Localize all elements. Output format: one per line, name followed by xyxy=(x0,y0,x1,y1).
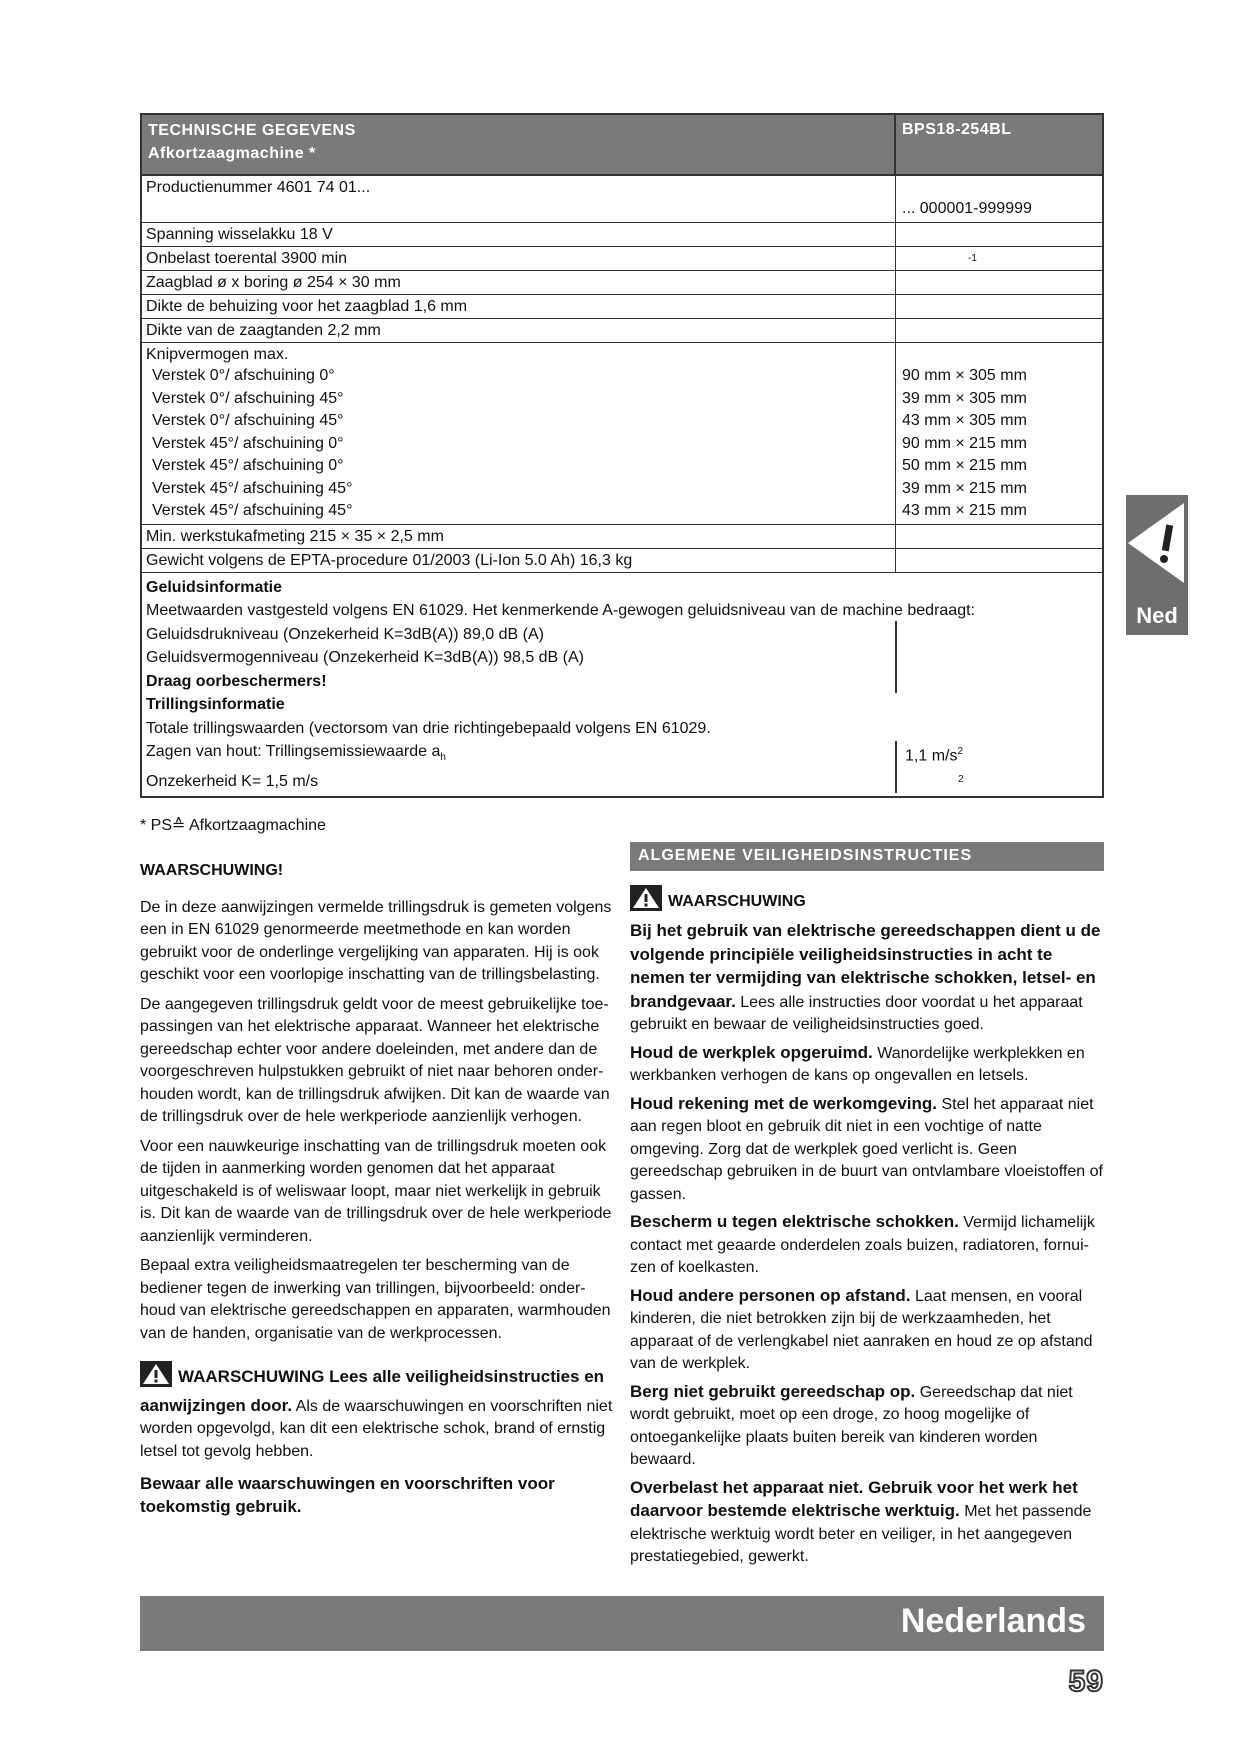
vibration-wood: Zagen van hout: Trillingsemissiewaarde a xyxy=(146,743,441,760)
safety-intro: Bij het gebruik van elektrische gereedschappen dient u de volgende principiële veiligheidsinstructies in acht te nemen ter vermijding van elektrische schokken, letsel- en brandgevaar. Lees alle instructies door voordat u het apparaat gebruikt en bewaar de veiligheidsinstructies goed. xyxy=(630,921,1101,1033)
spec-row-voltage xyxy=(142,223,1102,247)
spec-label: Min. werkstukafmeting 215 × 35 × 2,5 mm xyxy=(142,525,896,548)
cut-label: Verstek 0°/ afschuining 45° xyxy=(152,389,344,407)
read-instructions-paragraph: WAARSCHUWING Lees alle veiligheidsinstructies en aanwijzingen door. Als de waarschuwingen en voorschriften niet worden opgevolgd, kan dit een elektrische schok, brand of ernstig letsel tot gevolg hebben. xyxy=(140,1361,620,1463)
safety-item: Houd de werkplek opgeruimd. Wanordelijke werkplekken en werkbanken verhogen de kans op ongevallen en letsels. xyxy=(630,1042,1085,1084)
cut-label: Verstek 45°/ afschuining 45° xyxy=(152,502,353,519)
spec-label: Dikte van de zaagtanden 2,2 mm xyxy=(142,319,896,342)
footer-bar xyxy=(140,1596,1104,1651)
spec-row-body xyxy=(142,295,1102,319)
spec-row-weight xyxy=(142,549,1102,573)
left-column xyxy=(140,860,620,1525)
spec-subtitle: Afkortzaagmachine * xyxy=(148,145,316,162)
cut-label: Verstek 45°/ afschuining 45° xyxy=(152,479,353,497)
footnote: * PS≙ Afkortzaagmachine xyxy=(140,817,326,834)
spec-label: Spanning wisselakku 18 V xyxy=(142,223,896,246)
cut-value: 90 mm × 305 mm xyxy=(902,367,1027,384)
noise-title: Geluidsinformatie xyxy=(146,578,283,596)
spec-row-cutting xyxy=(142,343,1102,525)
noise-power: Geluidsvermogenniveau (Onzekerheid K=3dB(A)) 98,5 dB (A) xyxy=(146,649,584,666)
ear-protection: Draag oorbeschermers! xyxy=(146,672,327,690)
spec-row-product xyxy=(142,176,1102,223)
spec-table xyxy=(140,113,1104,798)
footer-language: Nederlands xyxy=(900,1602,1086,1640)
spec-row-min-work xyxy=(142,525,1102,549)
spec-row-blade xyxy=(142,271,1102,295)
noise-intro: Meetwaarden vastgesteld volgens EN 61029. Het kenmerkende A-gewogen geluidsniveau van de machine bedraagt: xyxy=(146,602,975,619)
keep-instructions: Bewaar alle waarschuwingen en voorschriften voor toekomstig gebruik. xyxy=(140,1474,555,1516)
vibration-value: 1,1 $m/s^2$ xyxy=(905,746,964,765)
warning-triangle-icon xyxy=(140,1361,172,1395)
cut-value: 90 mm × 215 mm xyxy=(902,434,1027,452)
cut-label: Verstek 45°/ afschuining 0° xyxy=(152,434,344,452)
vibration-intro: Totale trillingswaarden (vectorsom van drie richtingebepaald volgens EN 61029. xyxy=(146,719,711,737)
cut-label: Verstek 45°/ afschuining 0° xyxy=(152,457,344,474)
spec-row-teeth xyxy=(142,319,1102,343)
safety-item: Houd andere personen op afstand. Laat mensen, en vooral kinderen, die niet betrokken zijn bij de werkzaamheden, het apparaat of de verlengkabel niet aanraken en houd ze op afstand van de werkplek. xyxy=(630,1285,1093,1372)
cut-value: 39 mm × 215 mm xyxy=(902,479,1027,497)
vibration-paragraph-3: Voor een nauwkeurige inschatting van de trillingsdruk moeten ook de tijden in aanmerking worden genomen dat het apparaat uitgeschakeld is of weliswaar loopt, maar niet werkelijk in gebruik is. Dit kan de waarde van de trillingsdruk over de hele werkperiode aanzienlijk verminderen. xyxy=(140,1137,612,1245)
safety-item: Berg niet gebruikt gereedschap op. Gereedschap dat niet wordt gebruikt, moet op een droge, zo hoog mogelijke of ontoegankelijke plaats buiten bereik van kinderen worden bewaard. xyxy=(630,1381,1073,1468)
spec-label: Dikte de behuizing voor het zaagblad 1,6 mm xyxy=(142,295,896,318)
right-column xyxy=(630,842,1104,1574)
spec-label: Productienummer 4601 74 01... xyxy=(142,176,896,222)
model-number: BPS18-254BL xyxy=(902,121,1012,138)
cut-value: 50 mm × 215 mm xyxy=(902,457,1027,474)
language-tab-label: Ned xyxy=(1136,603,1178,628)
warning-triangle-icon xyxy=(630,885,662,919)
warning-label: WAARSCHUWING xyxy=(630,885,1104,919)
cut-value: 43 mm × 215 mm xyxy=(902,502,1027,519)
cut-value: 39 mm × 305 mm xyxy=(902,389,1027,407)
page-number: 59 xyxy=(1068,1665,1104,1698)
noise-pressure: Geluidsdrukniveau (Onzekerheid K=3dB(A)) 89,0 dB (A) xyxy=(146,625,544,643)
cut-value: 43 mm × 305 mm xyxy=(902,412,1027,429)
cut-label: Verstek 0°/ afschuining 0° xyxy=(152,367,335,384)
vibration-paragraph-4: Bepaal extra veiligheidsmaatregelen ter bescherming van de bediener tegen de inwerking van trillingen, bijvoorbeeld: onder-houd van elektrische gereedschappen en apparaten, warmhouden van de handen, organisatie van de werkprocessen. xyxy=(140,1257,611,1342)
safety-item: Bescherm u tegen elektrische schokken. Vermijd lichamelijk contact met geaarde onderdelen zoals buizen, radiatoren, fornui-zen of koelkasten. xyxy=(630,1212,1095,1276)
vibration-unc-sup: 2 xyxy=(958,773,964,785)
vibration-title: Trillingsinformatie xyxy=(146,696,285,713)
noise-vibration-block xyxy=(142,573,1102,797)
warning-page-icon xyxy=(1128,503,1186,583)
spec-row-speed xyxy=(142,247,1102,271)
vibration-paragraph-1: De in deze aanwijzingen vermelde trillingsdruk is gemeten volgens een in EN 61029 genormeerde meetmethode en kan worden gebruikt voor de onderlinge vergelijking van apparaten. Hij is ook geschikt voor een voorlopige inschatting van de trillingsbelasting. xyxy=(140,898,612,983)
language-side-tab xyxy=(1126,495,1188,635)
section-heading: ALGEMENE VEILIGHEIDSINSTRUCTIES xyxy=(630,842,1104,871)
spec-label: Zaagblad ø x boring ø 254 × 30 mm xyxy=(142,271,896,294)
spec-header xyxy=(142,115,1102,176)
safety-item: Overbelast het apparaat niet. Gebruik voor het werk het daarvoor bestemde elektrische werktuig. Met het passende elektrische werktuig wordt beter en veiliger, in het aangegeven prestatiegebied, gewerkt. xyxy=(630,1477,1092,1565)
spec-value: ... 000001-999999 xyxy=(902,200,1032,217)
spec-label: Gewicht volgens de EPTA-procedure 01/2003 (Li-Ion 5.0 Ah) 16,3 kg xyxy=(142,549,896,572)
spec-title: TECHNISCHE GEGEVENS xyxy=(148,122,356,139)
safety-item: Houd rekening met de werkomgeving. Stel het apparaat niet aan regen bloot en gebruik dit niet in een vochtige of natte omgeving. Zorg dat de werkplek goed verlicht is. Geen gereedschap gebruiken in de buurt van ontvlambare vloeistoffen of gassen. xyxy=(630,1093,1103,1203)
spec-label: Onbelast toerental 3900 min xyxy=(142,247,896,270)
cut-title: Knipvermogen max. xyxy=(146,346,289,363)
vibration-sub: h xyxy=(440,752,446,764)
vibration-paragraph-2: De aangegeven trillingsdruk geldt voor de meest gebruikelijke toe-passingen van het elektrische apparaat. Wanneer het elektrische gereedschap echter voor andere doeleinden, met andere dan de voorgeschreven hulpstukken gebruikt of niet naar behoren onder-houden wordt, kan de trillingsdruk afwijken. Dit kan de waarde van de trillingsdruk over de hele werkperiode aanzienlijk verhogen. xyxy=(140,995,610,1125)
warning-heading: WAARSCHUWING! xyxy=(140,862,284,879)
speed-unit-sup: -1 xyxy=(968,253,977,264)
cut-label: Verstek 0°/ afschuining 45° xyxy=(152,412,344,429)
vibration-uncertainty: Onzekerheid K= 1,5 m/s xyxy=(146,772,319,790)
